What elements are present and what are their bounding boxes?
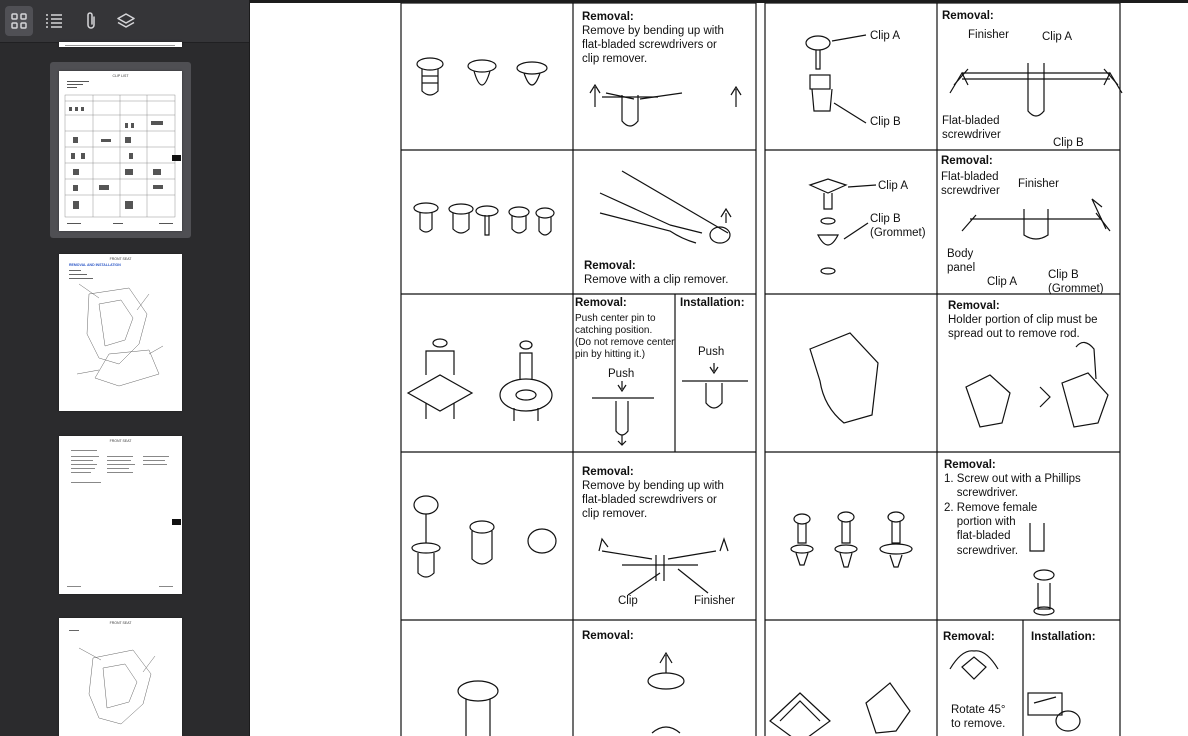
thumbnail-content	[59, 254, 182, 411]
removal-text-line: Remove by bending up with	[582, 480, 724, 492]
clip-illustration-row1	[417, 58, 741, 126]
clip-b-label: Clip B	[1053, 137, 1084, 149]
thumbnail-heading: REMOVAL AND INSTALLATION	[69, 263, 121, 267]
thumbnail-title: CLIP LIST	[112, 74, 129, 78]
page-marker	[172, 519, 181, 525]
installation-heading: Installation:	[1031, 631, 1096, 643]
removal-text-line: Push center pin to	[575, 313, 656, 324]
thumbnail-content	[59, 618, 182, 736]
clip-a-label: Clip A	[878, 180, 909, 192]
removal-text-line: clip remover.	[582, 53, 648, 65]
removal-text-line: pin by hitting it.)	[575, 349, 646, 360]
thumbnail-title: FRONT SEAT	[109, 621, 132, 625]
screwdriver-label: screwdriver	[942, 129, 1001, 141]
flat-bladed-label: Flat-bladed	[941, 171, 999, 183]
grommet-label: (Grommet)	[1048, 283, 1104, 295]
removal-heading: Removal:	[944, 459, 996, 471]
clip-a-label: Clip A	[1042, 31, 1073, 43]
removal-heading: Removal:	[941, 155, 993, 167]
finisher-label: Finisher	[694, 595, 735, 607]
installation-heading: Installation:	[680, 297, 745, 309]
document-viewer[interactable]	[250, 0, 1188, 736]
removal-heading: Removal:	[942, 10, 994, 22]
removal-text-line: portion with	[944, 516, 1016, 528]
removal-text-line: flat-bladed screwdrivers or	[582, 39, 717, 51]
rotate-label: to remove.	[951, 718, 1006, 730]
removal-text-line: screwdriver.	[944, 487, 1019, 499]
clip-b-label: Clip B	[870, 213, 901, 225]
thumbnail-title: FRONT SEAT	[109, 257, 132, 261]
body-label: Body	[947, 248, 974, 260]
thumbnail-content	[59, 436, 182, 594]
clip-b-label: Clip B	[1048, 269, 1079, 281]
removal-heading: Removal:	[943, 631, 995, 643]
clip-b-label: Clip B	[870, 116, 901, 128]
thumbnail-title: FRONT SEAT	[109, 439, 132, 443]
clip-label: Clip	[618, 595, 638, 607]
removal-heading: Removal:	[582, 630, 634, 642]
clip-a-label: Clip A	[870, 30, 901, 42]
removal-heading: Removal:	[575, 297, 627, 309]
page-thumbnail-clip-list[interactable]	[59, 71, 182, 231]
removal-heading: Removal:	[582, 466, 634, 478]
removal-text-line: screwdriver.	[944, 545, 1019, 557]
flat-bladed-label: Flat-bladed	[942, 115, 1000, 127]
sidebar-toolbar	[0, 0, 249, 43]
removal-text-line: flat-bladed	[944, 530, 1011, 542]
panel-label: panel	[947, 262, 976, 274]
removal-heading: Removal:	[948, 300, 1000, 312]
removal-text-line: spread out to remove rod.	[948, 328, 1080, 340]
thumbnail-sidebar	[0, 0, 250, 736]
clip-list-table	[250, 3, 1188, 736]
removal-text-line: Remove with a clip remover.	[584, 274, 729, 286]
page-thumbnail-partial[interactable]	[59, 42, 182, 47]
push-label: Push	[698, 346, 725, 358]
finisher-label: Finisher	[968, 29, 1009, 41]
clip-a-label: Clip A	[987, 276, 1018, 288]
rotate-label: Rotate 45°	[951, 704, 1006, 716]
screwdriver-label: screwdriver	[941, 185, 1000, 197]
removal-text-line: catching position.	[575, 325, 653, 336]
page-thumbnail-front-seat-2[interactable]	[59, 436, 182, 594]
clip-illustration-row4	[412, 496, 728, 595]
removal-text-line: (Do not remove center	[575, 337, 675, 348]
page-thumbnail-front-seat-3[interactable]	[59, 618, 182, 736]
removal-text-line: Holder portion of clip must be	[948, 314, 1098, 326]
attachment-icon[interactable]	[77, 6, 105, 36]
outline-list-icon[interactable]	[40, 6, 68, 36]
removal-text-line: Remove by bending up with	[582, 25, 724, 37]
removal-heading: Removal:	[582, 11, 634, 23]
layers-icon[interactable]	[112, 6, 140, 36]
page-marker	[172, 155, 181, 161]
removal-heading: Removal:	[584, 260, 636, 272]
clip-illustration-row5	[458, 653, 684, 736]
page-thumbnail-front-seat-1[interactable]	[59, 254, 182, 411]
thumbnail-content	[59, 71, 182, 231]
removal-text-line: 2. Remove female	[944, 502, 1038, 514]
push-label: Push	[608, 368, 635, 380]
grommet-label: (Grommet)	[870, 227, 926, 239]
finisher-label: Finisher	[1018, 178, 1059, 190]
removal-text-line: 1. Screw out with a Phillips	[944, 473, 1081, 485]
removal-text-line: clip remover.	[582, 508, 648, 520]
removal-text-line: flat-bladed screwdrivers or	[582, 494, 717, 506]
thumbnails-grid-icon[interactable]	[5, 6, 33, 36]
